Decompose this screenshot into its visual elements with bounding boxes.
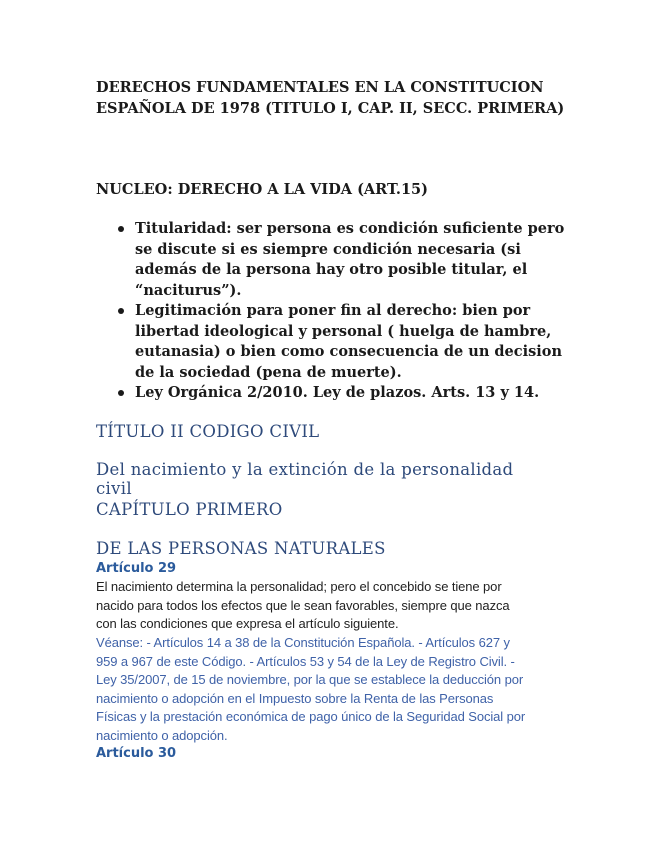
- articulo-29-heading: Artículo 29: [96, 561, 177, 576]
- bullet-line: Titularidad: ser persona es condición suficiente pero: [135, 220, 565, 237]
- nucleo-heading: NUCLEO: DERECHO A LA VIDA (ART.15): [96, 181, 428, 198]
- reference-line: 959 a 967 de este Código. - Artículos 53 y 54 de la Ley de Registro Civil. -: [96, 653, 515, 669]
- text-line: El nacimiento determina la personalidad; pero el concebido se tiene por: [96, 579, 502, 594]
- text-line: nacido para todos los efectos que le sean favorables, siempre que nazca: [96, 597, 510, 613]
- bullet-line: se discute si es siempre condición necesaria (si: [135, 240, 521, 258]
- bullet-line: Ley Orgánica 2/2010. Ley de plazos. Arts. 13 y 14.: [135, 384, 540, 401]
- bullet-item-legitimacion: [96, 301, 566, 383]
- bullet-line: libertad ideological y personal ( huelga de hambre,: [135, 322, 552, 340]
- reference-line: nacimiento o adopción.: [96, 727, 228, 743]
- document-title: [96, 78, 576, 119]
- bullet-line: Legitimación para poner fin al derecho: bien por: [135, 302, 531, 319]
- text-line: con las condiciones que expresa el artículo siguiente.: [96, 616, 399, 631]
- references-text: [96, 634, 566, 745]
- reference-line: Ley 35/2007, de 15 de noviembre, por la que se establece la deducción por: [96, 672, 524, 687]
- title-line-1: DERECHOS FUNDAMENTALES EN LA CONSTITUCION: [96, 79, 544, 96]
- articulo-30-heading: Artículo 30: [96, 746, 177, 761]
- bullet-item-titularidad: [96, 219, 566, 301]
- bullet-dot-icon: [118, 308, 124, 314]
- heading-personas-naturales: DE LAS PERSONAS NATURALES: [96, 539, 386, 558]
- heading-titulo-ii: TÍTULO II CODIGO CIVIL: [96, 422, 320, 441]
- title-line-2: ESPAÑOLA DE 1978 (TITULO I, CAP. II, SECC. PRIMERA): [96, 99, 565, 117]
- heading-nacimiento-line-2: civil: [96, 479, 132, 498]
- reference-line: nacimiento o adopción en el Impuesto sobre la Renta de las Personas: [96, 690, 494, 706]
- articulo-29-text: [96, 578, 566, 634]
- bullet-line: de la sociedad (pena de muerte).: [135, 363, 402, 381]
- heading-capitulo: CAPÍTULO PRIMERO: [96, 500, 283, 519]
- bullet-dot-icon: [118, 390, 124, 396]
- heading-nacimiento: [96, 460, 566, 498]
- bullet-line: “naciturus”).: [135, 281, 242, 299]
- bullet-line: además de la persona hay otro posible titular, el: [135, 261, 528, 278]
- bullet-list: [96, 219, 566, 404]
- reference-line: Véanse: - Artículos 14 a 38 de la Constitución Española. - Artículos 627 y: [96, 635, 510, 650]
- reference-line: Físicas y la prestación económica de pago único de la Seguridad Social por: [96, 709, 526, 724]
- bullet-item-ley-organica: [96, 383, 566, 404]
- bullet-dot-icon: [118, 226, 124, 232]
- heading-nacimiento-line-1: Del nacimiento y la extinción de la personalidad: [96, 460, 514, 479]
- bullet-line: eutanasia) o bien como consecuencia de un decision: [135, 343, 562, 360]
